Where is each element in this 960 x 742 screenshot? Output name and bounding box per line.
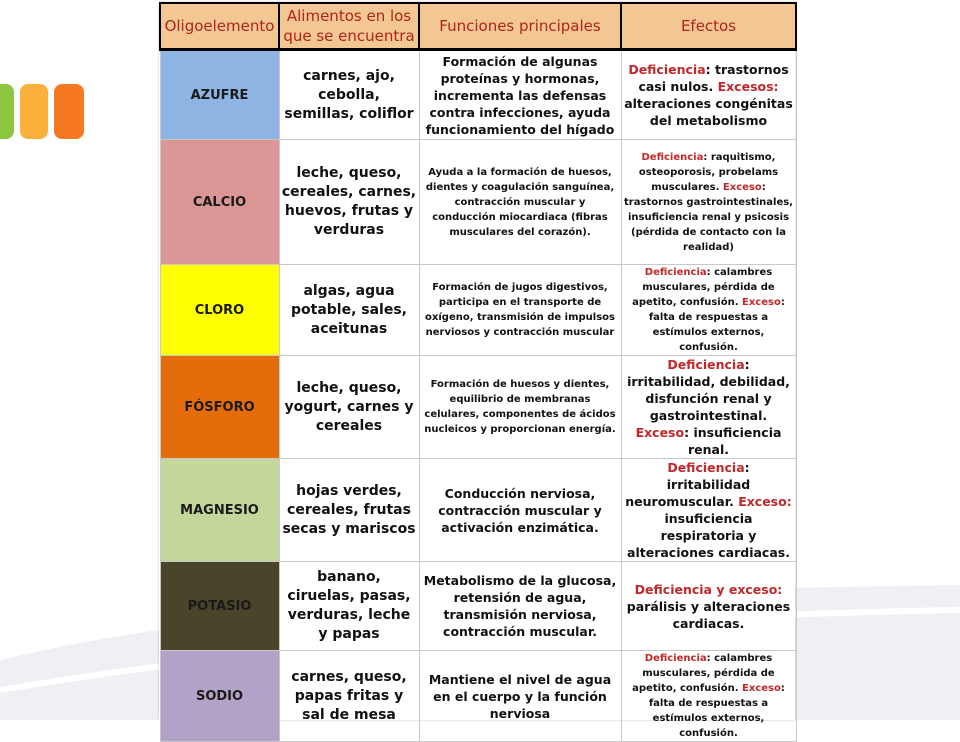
table-row [160,140,796,265]
foods-cell: carnes, ajo, cebolla, semillas, coliflor [279,50,419,140]
foods-cell: algas, agua potable, sales, aceitunas [279,265,419,356]
function-cell: Conducción nerviosa, contracción muscular y activación enzimática. [419,459,621,562]
effect-label: Deficiencia y exceso: [634,581,783,597]
foods-cell: hojas verdes, cereales, frutas secas y mariscos [279,459,419,562]
foods-cell: leche, queso, yogurt, carnes y cereales [279,356,419,459]
table-row [160,459,796,562]
effect-text: alteraciones congénitas del metabolismo [624,96,793,128]
element-cell: CALCIO [160,140,279,265]
effect-text: : trastornos gastrointestinales, insuficiencia renal y psicosis (pérdida de contacto con la realidad) [624,181,793,253]
header-row [160,3,796,50]
function-cell: Ayuda a la formación de huesos, dientes y coagulación sanguínea, contracción muscular y conducción miocardiaca (fibras musculares del corazón). [419,140,621,265]
function-cell: Formación de jugos digestivos, participa en el transporte de oxígeno, transmisión de impulsos nerviosos y contracción muscular [419,265,621,356]
function-cell: Mantiene el nivel de agua en el cuerpo y la función nerviosa [419,651,621,742]
effect-label: Exceso [742,683,781,694]
element-cell: CLORO [160,265,279,356]
element-cell: MAGNESIO [160,459,279,562]
effect-label: Deficiencia [667,460,745,475]
effects-cell [621,140,796,265]
element-cell: POTASIO [160,562,279,651]
green-bar [0,84,14,139]
effects-cell [621,562,796,651]
effect-label: Deficiencia [667,357,745,372]
foods-cell: carnes, queso, papas fritas y sal de mesa [279,651,419,742]
effect-text: : falta de respuestas a estímulos externos, confusión. [648,297,785,353]
header-oligoelemento: Oligoelemento [160,3,279,50]
effect-text: : calambres musculares, pérdida de apetito, confusión. [632,267,775,308]
effect-text: : irritabilidad, debilidad, disfunción renal y gastrointestinal. [627,357,790,423]
table-row [160,651,796,742]
oligoelementos-table [159,2,797,742]
effect-text: : insuficiencia renal. [684,425,782,457]
effect-text: : raquitismo, osteoporosis, probelams musculares. [638,151,779,193]
effects-cell [621,265,796,356]
effects-cell [621,651,796,742]
header-alimentos: Alimentos en los que se encuentra [279,3,419,50]
yellow-bar [20,84,48,139]
effect-text: : irritabilidad neuromuscular. [625,460,751,509]
table-row [160,562,796,651]
element-cell: AZUFRE [160,50,279,140]
foods-cell: banano, ciruelas, pasas, verduras, leche y papas [279,562,419,651]
orange-bar [54,84,84,139]
table-row [160,356,796,459]
effect-label: Deficiencia [628,62,706,77]
function-cell: Formación de algunas proteínas y hormonas, incrementa las defensas contra infecciones, ayuda funcionamiento del hígado [419,50,621,140]
effect-label: Deficiencia [641,151,704,163]
effect-label: Deficiencia [644,267,707,278]
effect-text: parálisis y alteraciones cardiacas. [626,598,791,631]
element-cell: FÓSFORO [160,356,279,459]
header-efectos: Efectos [621,3,796,50]
effect-label: Excesos: [717,79,779,94]
effects-cell [621,50,796,140]
effects-cell [621,356,796,459]
effect-label: Exceso [742,297,781,308]
effect-text: : falta de respuestas a estímulos externos, confusión. [648,683,785,739]
function-cell: Metabolismo de la glucosa, retensión de agua, transmisión nerviosa, contracción muscular. [419,562,621,651]
header-funciones: Funciones principales [419,3,621,50]
effect-label: Exceso [635,425,685,440]
oligoelementos-table-container [159,2,795,739]
table-row [160,265,796,356]
function-cell: Formación de huesos y dientes, equilibrio de membranas celulares, componentes de ácidos nucleicos y proporcionan energía. [419,356,621,459]
table-row [160,50,796,140]
foods-cell: leche, queso, cereales, carnes, huevos, frutas y verduras [279,140,419,265]
effect-label: Exceso: [738,494,792,509]
effect-text: : calambres musculares, pérdida de apetito, confusión. [632,653,775,694]
effect-text: insuficiencia respiratoria y alteraciones cardiacas. [627,511,790,560]
effects-cell [621,459,796,562]
effect-label: Deficiencia [644,653,707,664]
effect-text: : trastornos casi nulos. [638,62,789,94]
element-cell: SODIO [160,651,279,742]
effect-label: Exceso [722,181,762,193]
